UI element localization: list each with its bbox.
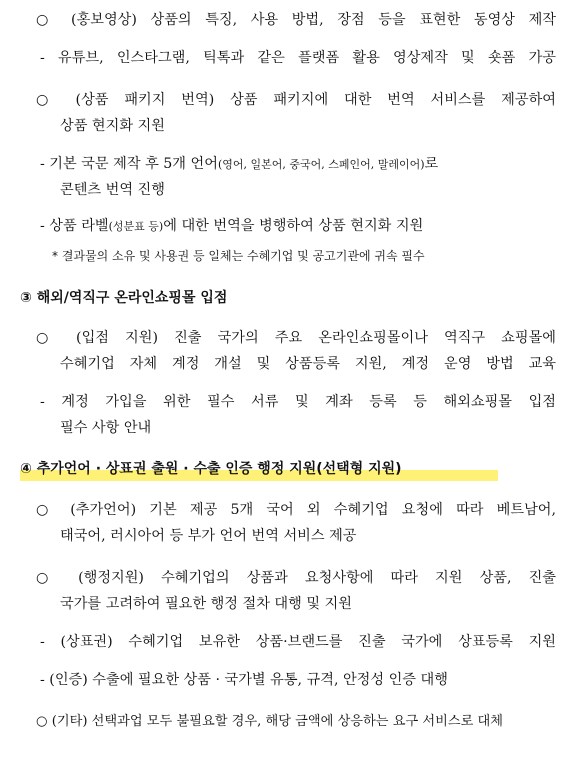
sub-item-shortform: - 유튜브, 인스타그램, 틱톡과 같은 플랫폼 활용 영상제작 및 숏폼 가공 bbox=[40, 50, 556, 66]
sub-item-account-signup: - 계정 가입을 위한 필수 서류 및 계좌 등록 등 해외쇼핑몰 입점 bbox=[40, 394, 556, 410]
bullet-store-entry-cont: 수혜기업 자체 계정 개설 및 상품등록 지원, 계정 운영 방법 교육 bbox=[60, 356, 556, 372]
sub-item-five-languages-main: - 기본 국문 제작 후 5개 언어 bbox=[40, 156, 218, 172]
section-heading-3-text: ③ 해외/역직구 온라인쇼핑몰 입점 bbox=[20, 290, 228, 306]
bullet-store-entry: ○ (입점 지원) 진출 국가의 주요 온라인쇼핑몰이나 역직구 쇼핑몰에 bbox=[36, 330, 556, 346]
sub-item-certification: - (인증) 수출에 필요한 상품 · 국가별 유통, 규격, 안정성 인증 대행 bbox=[40, 672, 448, 688]
sub-item-five-languages bbox=[40, 154, 556, 175]
label-rest: 에 대한 번역을 병행하여 상품 현지화 지원 bbox=[163, 218, 424, 234]
sub-item-five-languages-cont: 콘텐츠 번역 진행 bbox=[60, 182, 165, 198]
bullet-extra-language: ○ (추가언어) 기본 제공 5개 국어 외 수혜기업 요청에 따라 베트남어, bbox=[36, 502, 556, 518]
ownership-note: * 결과물의 소유 및 사용권 등 일체는 수혜기업 및 공고기관에 귀속 필수 bbox=[52, 249, 425, 263]
language-list: (영어, 일본어, 중국어, 스페인어, 말레이어) bbox=[217, 158, 425, 171]
sub-item-label-translation bbox=[40, 216, 556, 237]
bullet-package-translation: ○ (상품 패키지 번역) 상품 패키지에 대한 번역 서비스를 제공하여 bbox=[36, 92, 556, 108]
section-heading-3 bbox=[20, 288, 227, 308]
sub-item-five-languages-end: 로 bbox=[424, 156, 439, 172]
section-heading-4 bbox=[20, 459, 402, 479]
section-heading-4-text: ④ 추가언어 · 상표권 출원 · 수출 인증 행정 지원(선택형 지원) bbox=[20, 461, 402, 477]
bullet-package-translation-cont: 상품 현지화 지원 bbox=[60, 118, 165, 134]
bullet-admin-support: ○ (행정지원) 수혜기업의 상품과 요청사항에 따라 지원 상품, 진출 bbox=[36, 570, 556, 586]
bullet-promo-video: ○ (홍보영상) 상품의 특징, 사용 방법, 장점 등을 표현한 동영상 제작 bbox=[36, 12, 556, 28]
label-note: (성분표 등) bbox=[108, 220, 164, 233]
bullet-other: ○ (기타) 선택과업 모두 불필요할 경우, 해당 금액에 상응하는 요구 서비스로 대체 bbox=[36, 714, 504, 729]
sub-item-trademark: - (상표권) 수혜기업 보유한 상품·브랜드를 진출 국가에 상표등록 지원 bbox=[40, 634, 556, 650]
bullet-admin-support-cont: 국가를 고려하여 필요한 행정 절차 대행 및 지원 bbox=[60, 596, 352, 612]
label-main: - 상품 라벨 bbox=[40, 218, 109, 234]
sub-item-account-signup-cont: 필수 사항 안내 bbox=[60, 420, 152, 436]
bullet-extra-language-cont: 태국어, 러시아어 등 부가 언어 번역 서비스 제공 bbox=[60, 528, 357, 544]
